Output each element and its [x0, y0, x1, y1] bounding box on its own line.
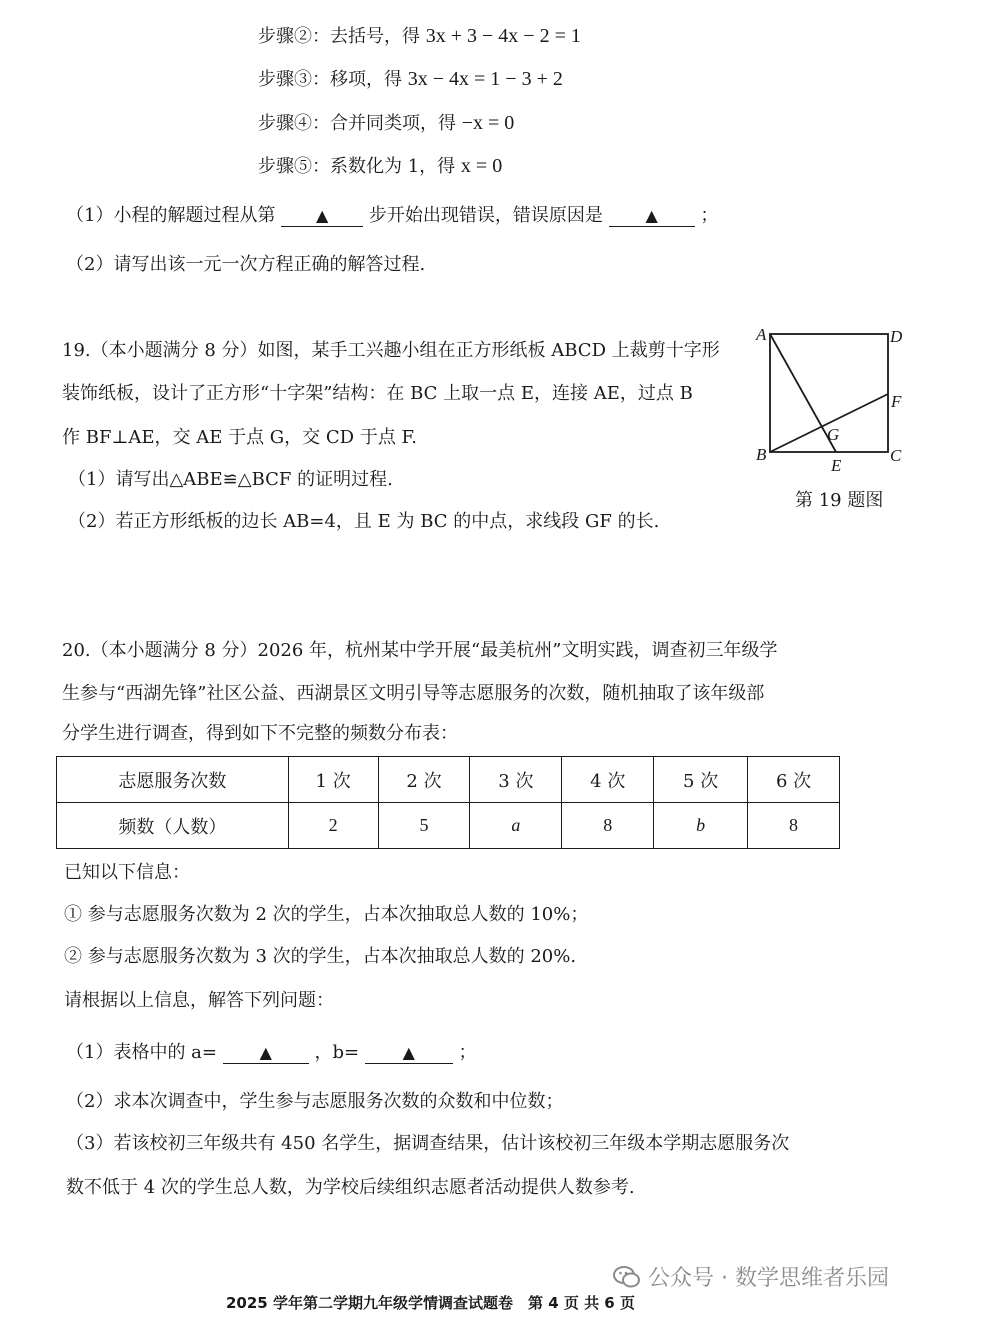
step-4-equation: −x = 0 [461, 112, 515, 134]
label-a: A [756, 325, 767, 344]
answer-blank[interactable]: ▲ [609, 206, 695, 227]
label-f: F [891, 392, 902, 411]
table-header-cell: 3 次 [470, 757, 562, 803]
step-4: 步骤④：合并同类项，得 −x = 0 [258, 112, 515, 134]
step-5-equation: x = 0 [460, 155, 503, 177]
table-header-cell: 1 次 [288, 757, 378, 803]
table-header-cell: 2 次 [378, 757, 470, 803]
q20-ask: 请根据以上信息，解答下列问题： [64, 990, 334, 1011]
step-3-equation: 3x − 4x = 1 − 3 + 2 [407, 68, 563, 90]
figure-caption: 第 19 题图 [795, 490, 884, 511]
q20-stem-line1: 20.（本小题满分 8 分）2026 年，杭州某中学开展“最美杭州”文明实践，调查初三年级学 [62, 640, 778, 661]
q19-part2: （2）若正方形纸板的边长 AB=4，且 E 为 BC 的中点，求线段 GF 的长. [68, 511, 660, 532]
q20-stem-line2: 生参与“西湖先锋”社区公益、西湖景区文明引导等志愿服务的次数，随机抽取了该年级部 [62, 683, 765, 704]
q20-stem-line3: 分学生进行调查，得到如下不完整的频数分布表： [62, 723, 458, 744]
label-c: C [890, 446, 902, 465]
table-header-cell: 志愿服务次数 [57, 757, 289, 803]
table-cell: 8 [562, 803, 654, 849]
table-header-cell: 4 次 [562, 757, 654, 803]
answer-blank-b[interactable]: ▲ [365, 1043, 453, 1064]
answer-blank[interactable]: ▲ [281, 206, 363, 227]
q19-stem-line3: 作 BF⊥AE，交 AE 于点 G，交 CD 于点 F. [62, 427, 417, 448]
info-title: 已知以下信息： [64, 862, 190, 883]
q18-part2: （2）请写出该一元一次方程正确的解答过程. [66, 254, 426, 275]
info-2: ② 参与志愿服务次数为 3 次的学生，占本次抽取总人数的 20%. [64, 946, 577, 967]
q20-part3-line2: 数不低于 4 次的学生总人数，为学校后续组织志愿者活动提供人数参考. [66, 1177, 635, 1198]
watermark: 公众号 · 数学思维者乐园 [612, 1264, 889, 1292]
q20-part1: （1）表格中的 a= ▲ ，b= ▲ ； [66, 1042, 477, 1063]
label-d: D [890, 327, 903, 346]
label-b: B [756, 445, 767, 464]
wechat-icon [612, 1264, 642, 1290]
step-5: 步骤⑤：系数化为 1，得 x = 0 [258, 155, 503, 177]
answer-blank-a[interactable]: ▲ [223, 1043, 309, 1064]
label-e: E [831, 456, 842, 475]
q19-part1: （1）请写出△ABE≌△BCF 的证明过程. [68, 469, 393, 490]
label-g: G [827, 425, 840, 444]
q18-part1: （1）小程的解题过程从第 ▲ 步开始出现错误，错误原因是 ▲ ； [66, 205, 719, 226]
table-cell: b [654, 803, 748, 849]
step-3: 步骤③：移项，得 3x − 4x = 1 − 3 + 2 [258, 68, 563, 90]
q20-part3-line1: （3）若该校初三年级共有 450 名学生，据调查结果，估计该校初三年级本学期志愿服务次 [66, 1133, 790, 1154]
page-footer: 2025 学年第二学期九年级学情调查试题卷 第 4 页 共 6 页 [226, 1294, 635, 1312]
table-header-cell: 6 次 [748, 757, 840, 803]
q19-stem-line2: 装饰纸板，设计了正方形“十字架”结构：在 BC 上取一点 E，连接 AE，过点 B [62, 383, 693, 404]
step-2: 步骤②：去括号，得 3x + 3 − 4x − 2 = 1 [258, 25, 581, 47]
table-row [57, 757, 840, 803]
step-2-equation: 3x + 3 − 4x − 2 = 1 [425, 25, 581, 47]
q19-stem-line1: 19.（本小题满分 8 分）如图，某手工兴趣小组在正方形纸板 ABCD 上裁剪十字形 [62, 340, 720, 361]
table-cell: 频数（人数） [57, 803, 289, 849]
table-cell: 8 [748, 803, 840, 849]
frequency-table [56, 756, 840, 849]
q20-part2: （2）求本次调查中，学生参与志愿服务次数的众数和中位数； [66, 1091, 564, 1112]
table-cell: 5 [378, 803, 470, 849]
table-cell: 2 [288, 803, 378, 849]
table-cell: a [470, 803, 562, 849]
table-row [57, 803, 840, 849]
table-header-cell: 5 次 [654, 757, 748, 803]
info-1: ① 参与志愿服务次数为 2 次的学生，占本次抽取总人数的 10%； [64, 904, 589, 925]
q19-figure [750, 322, 920, 482]
